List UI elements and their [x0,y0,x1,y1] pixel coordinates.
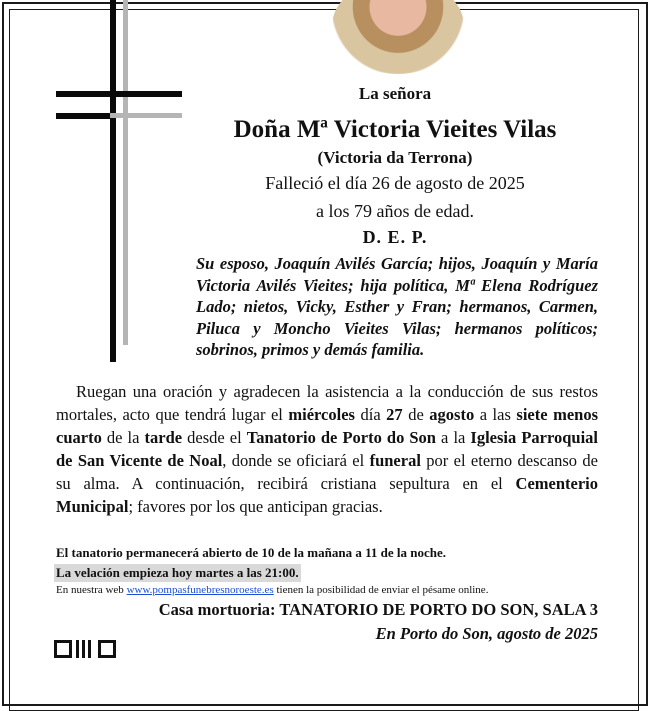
web-note-prefix: En nuestra web [56,584,127,596]
cross-vertical-shadow [123,0,128,345]
mortuary-line: Casa mortuoria: TANATORIO DE PORTO DO SON, SALA 3 [158,600,598,619]
body-mortuary: Tanatorio de Porto do Son [246,428,436,447]
body-cemetery: Cementerio Municipal [56,474,598,516]
rip-text: D. E. P. [362,227,428,247]
body-text: de la [101,428,145,447]
body-text: ; favores por los que anticipan gracias. [128,497,383,516]
salutation: La señora [358,84,432,103]
opening-hours-note: El tanatorio permanecerá abierto de 10 de la mañana a 11 de la noche. [56,545,446,560]
qr-code-icon [54,640,116,658]
body-text: de [402,405,430,424]
qr-finder [54,640,72,658]
body-afternoon: tarde [144,428,183,447]
web-note-suffix: tienen la posibilidad de enviar el pésame online. [273,584,489,596]
cross-vertical-bar [110,0,116,362]
body-text: por el eterno descanso de su alma. A continuación, recibirá cristiana sepultura en el [56,451,598,493]
deceased-name: Doña Mª Victoria Vieites Vilas [233,116,557,143]
place-date-line: En Porto do Son, agosto de 2025 [375,624,598,643]
body-weekday: miércoles [288,405,355,424]
body-text: , donde se oficiará el [222,451,370,470]
body-text: Ruegan una oración y agradecen la asistencia a la conducción de sus restos mortales, acto que tendrá lugar el [56,382,598,424]
body-day: 27 [386,405,403,424]
body-text: día [354,405,387,424]
death-date-line: Falleció el día 26 de agosto de 2025 [265,173,525,193]
body-time: siete menos cuarto [56,405,598,447]
cross-horizontal-shadow-left [56,113,110,119]
family-list: Su esposo, Joaquín Avilés García; hijos, Joaquín y María Victoria Avilés Vieites; hija política, Mª Elena Rodríguez Lado; nietos, Vicky, Esther y Fran; hermanos, Carmen, Piluca y Moncho Vieites Vilas; hermanos políticos; sobrinos, primos y demás familia. [196,254,598,359]
body-text: a las [474,405,517,424]
vigil-note: La velación empieza hoy martes a las 21:00. [56,565,299,580]
body-month: agosto [429,405,475,424]
deceased-nickname: (Victoria da Terrona) [317,148,473,167]
ceremony-paragraph [56,380,598,518]
website-link[interactable]: www.pompasfunebresnoroeste.es [126,584,274,596]
qr-modules [76,640,94,658]
web-condolence-note [56,584,488,596]
body-church: Iglesia Parroquial de San Vicente de Noal [56,428,599,470]
qr-finder [98,640,116,658]
body-funeral: funeral [369,451,421,470]
cross-horizontal-bar [56,91,182,97]
body-text: desde el [182,428,247,447]
age-line: a los 79 años de edad. [316,201,474,221]
body-text: a la [436,428,471,447]
